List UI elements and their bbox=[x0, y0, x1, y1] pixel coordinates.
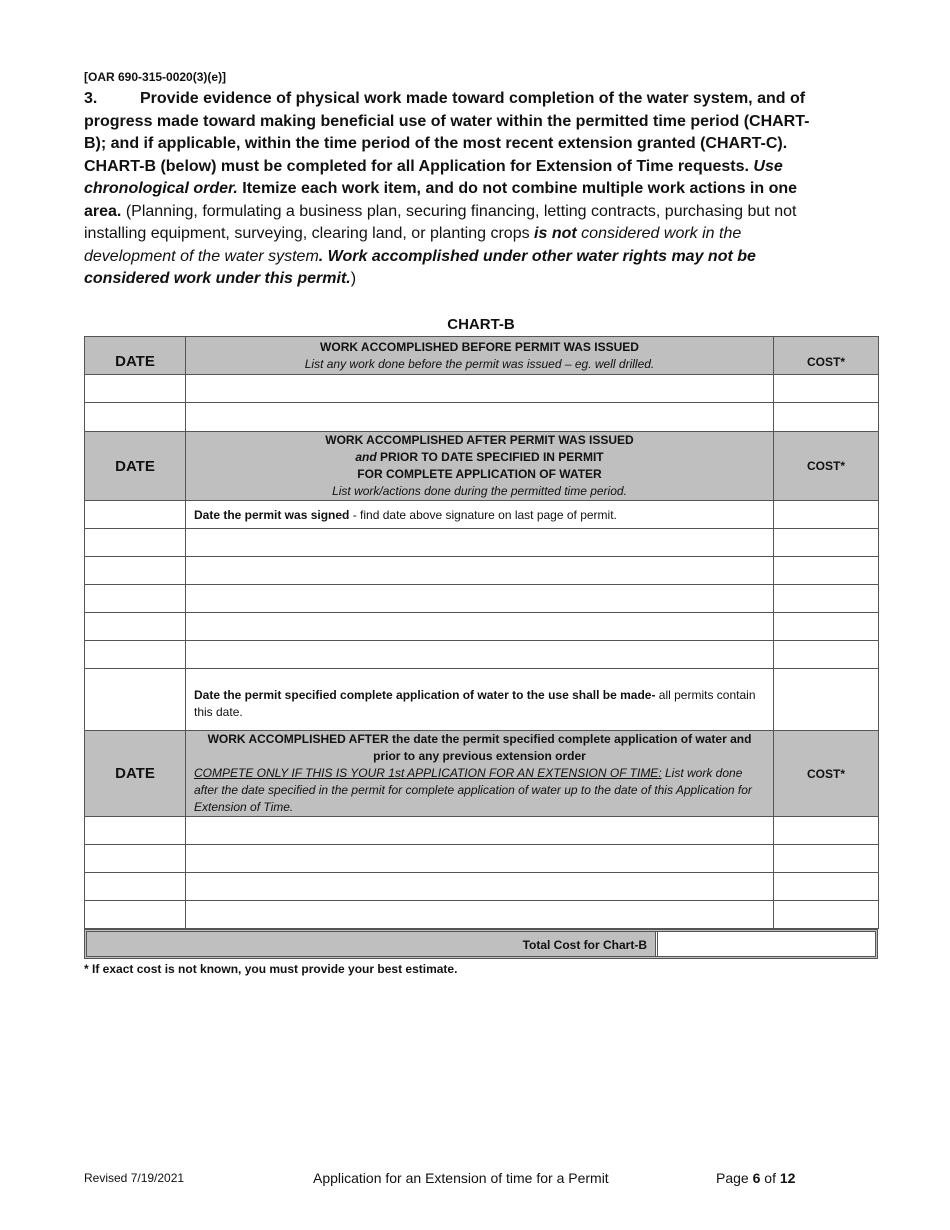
date-cell[interactable] bbox=[85, 529, 186, 557]
cost-cell[interactable] bbox=[774, 613, 879, 641]
revised-date: Revised 7/19/2021 bbox=[84, 1171, 185, 1185]
permit-signed-note bbox=[186, 501, 774, 529]
intro-excluded-list: (Planning, formulating a business plan, securing financing, letting contracts, purchasing but not installing equipment, surveying, clearing land, or planting crops bbox=[84, 202, 797, 242]
section1-header bbox=[186, 337, 774, 375]
cost-header: COST* bbox=[774, 337, 879, 375]
footer-doc-title: Application for an Extension of time for a Permit bbox=[313, 1170, 609, 1186]
page-of: of bbox=[764, 1170, 776, 1186]
intro-main: Provide evidence of physical work made toward completion of the water system, and of progress made toward making beneficial use of water within the permitted time period (CHART-B); and if applicable, within the time period of the most recent extension granted (CHART-C). CHART-B (below) must be completed for all Application for Extension of Time requests. bbox=[84, 90, 810, 175]
intro-other-rights: . Work accomplished under other water rights may not be considered work under this permit. bbox=[84, 247, 756, 287]
date-cell[interactable] bbox=[85, 669, 186, 731]
complete-application-row bbox=[85, 669, 879, 731]
cost-cell[interactable] bbox=[774, 375, 879, 403]
cost-cell[interactable] bbox=[774, 557, 879, 585]
complete-application-note bbox=[186, 669, 774, 731]
chart-title: CHART-B bbox=[447, 316, 515, 333]
table-row bbox=[85, 613, 879, 641]
date-cell[interactable] bbox=[85, 613, 186, 641]
permit-signed-bold: Date the permit was signed bbox=[194, 507, 350, 522]
work-cell[interactable] bbox=[186, 817, 774, 845]
cost-cell[interactable] bbox=[774, 501, 879, 529]
section3-rest: List work done after the date specified in the permit for complete application of water up to the date of this Application for Extension of Time. bbox=[194, 766, 752, 814]
date-header: DATE bbox=[85, 432, 186, 501]
intro-is-not: is not bbox=[534, 225, 577, 242]
page-current: 6 bbox=[752, 1170, 761, 1186]
cost-cell[interactable] bbox=[774, 585, 879, 613]
section2-line1: WORK ACCOMPLISHED AFTER PERMIT WAS ISSUED bbox=[325, 433, 634, 447]
section2-line2: PRIOR TO DATE SPECIFIED IN PERMIT bbox=[380, 450, 604, 464]
intro-considered: considered work in the development of the water system bbox=[84, 225, 742, 265]
section3-header-row bbox=[85, 731, 879, 817]
intro-itemize: Itemize each work item, and do not combine multiple work actions in one area. bbox=[84, 180, 798, 220]
total-cost-field[interactable] bbox=[655, 932, 875, 956]
table-row bbox=[85, 641, 879, 669]
table-row bbox=[85, 817, 879, 845]
table-row bbox=[85, 845, 879, 873]
section3-underline: COMPETE ONLY IF THIS IS YOUR 1st APPLICATION FOR AN EXTENSION OF TIME: bbox=[194, 766, 662, 780]
cost-cell[interactable] bbox=[774, 873, 879, 901]
table-row bbox=[85, 585, 879, 613]
section2-and: and bbox=[355, 450, 377, 464]
chart-b-table bbox=[84, 336, 879, 929]
intro-close-paren: ) bbox=[350, 270, 357, 287]
date-cell[interactable] bbox=[85, 403, 186, 432]
date-cell[interactable] bbox=[85, 501, 186, 529]
cost-cell[interactable] bbox=[774, 845, 879, 873]
cost-cell[interactable] bbox=[774, 817, 879, 845]
work-cell[interactable] bbox=[186, 375, 774, 403]
table-row bbox=[85, 529, 879, 557]
date-header: DATE bbox=[85, 731, 186, 817]
section1-header-row bbox=[85, 337, 879, 375]
date-cell[interactable] bbox=[85, 557, 186, 585]
date-cell[interactable] bbox=[85, 817, 186, 845]
permit-signed-row bbox=[85, 501, 879, 529]
cost-header: COST* bbox=[774, 432, 879, 501]
date-cell[interactable] bbox=[85, 901, 186, 929]
total-cost-label: Total Cost for Chart-B bbox=[522, 938, 647, 952]
cost-header: COST* bbox=[774, 731, 879, 817]
section2-line3: FOR COMPLETE APPLICATION OF WATER bbox=[357, 467, 602, 481]
cost-cell[interactable] bbox=[774, 529, 879, 557]
section2-header-row bbox=[85, 432, 879, 501]
table-row bbox=[85, 901, 879, 929]
table-row bbox=[85, 375, 879, 403]
work-cell[interactable] bbox=[186, 641, 774, 669]
date-cell[interactable] bbox=[85, 873, 186, 901]
instructions-paragraph bbox=[84, 88, 814, 291]
work-cell[interactable] bbox=[186, 873, 774, 901]
section3-title: WORK ACCOMPLISHED AFTER the date the permit specified complete application of water and prior to any previous extension order bbox=[207, 732, 752, 763]
total-cost-row bbox=[84, 929, 878, 959]
section1-subtitle: List any work done before the permit was issued – eg. well drilled. bbox=[304, 356, 655, 371]
section2-header bbox=[186, 432, 774, 501]
cost-cell[interactable] bbox=[774, 403, 879, 432]
complete-application-bold: Date the permit specified complete application of water to the use shall be made- bbox=[194, 687, 656, 702]
work-cell[interactable] bbox=[186, 529, 774, 557]
cost-cell[interactable] bbox=[774, 641, 879, 669]
work-cell[interactable] bbox=[186, 613, 774, 641]
work-cell[interactable] bbox=[186, 557, 774, 585]
item-number: 3. bbox=[84, 90, 98, 107]
oar-reference: [OAR 690-315-0020(3)(e)] bbox=[84, 70, 227, 84]
date-cell[interactable] bbox=[85, 585, 186, 613]
section3-header bbox=[186, 731, 774, 817]
cost-cell[interactable] bbox=[774, 901, 879, 929]
table-row bbox=[85, 403, 879, 432]
page-total: 12 bbox=[779, 1170, 796, 1186]
section1-title: WORK ACCOMPLISHED BEFORE PERMIT WAS ISSUED bbox=[320, 339, 639, 354]
complete-application-rest: all permits contain this date. bbox=[194, 687, 756, 719]
intro-chronological: Use chronological order. bbox=[84, 157, 783, 197]
date-header: DATE bbox=[85, 337, 186, 375]
work-cell[interactable] bbox=[186, 585, 774, 613]
date-cell[interactable] bbox=[85, 641, 186, 669]
work-cell[interactable] bbox=[186, 845, 774, 873]
date-cell[interactable] bbox=[85, 375, 186, 403]
table-row bbox=[85, 873, 879, 901]
cost-cell[interactable] bbox=[774, 669, 879, 731]
section2-subtitle: List work/actions done during the permitted time period. bbox=[332, 484, 627, 498]
work-cell[interactable] bbox=[186, 403, 774, 432]
page-prefix: Page bbox=[716, 1170, 749, 1186]
date-cell[interactable] bbox=[85, 845, 186, 873]
cost-footnote: * If exact cost is not known, you must provide your best estimate. bbox=[84, 962, 458, 976]
table-row bbox=[85, 557, 879, 585]
page-number bbox=[716, 1170, 795, 1186]
permit-signed-rest: - find date above signature on last page of permit. bbox=[352, 507, 617, 522]
work-cell[interactable] bbox=[186, 901, 774, 929]
